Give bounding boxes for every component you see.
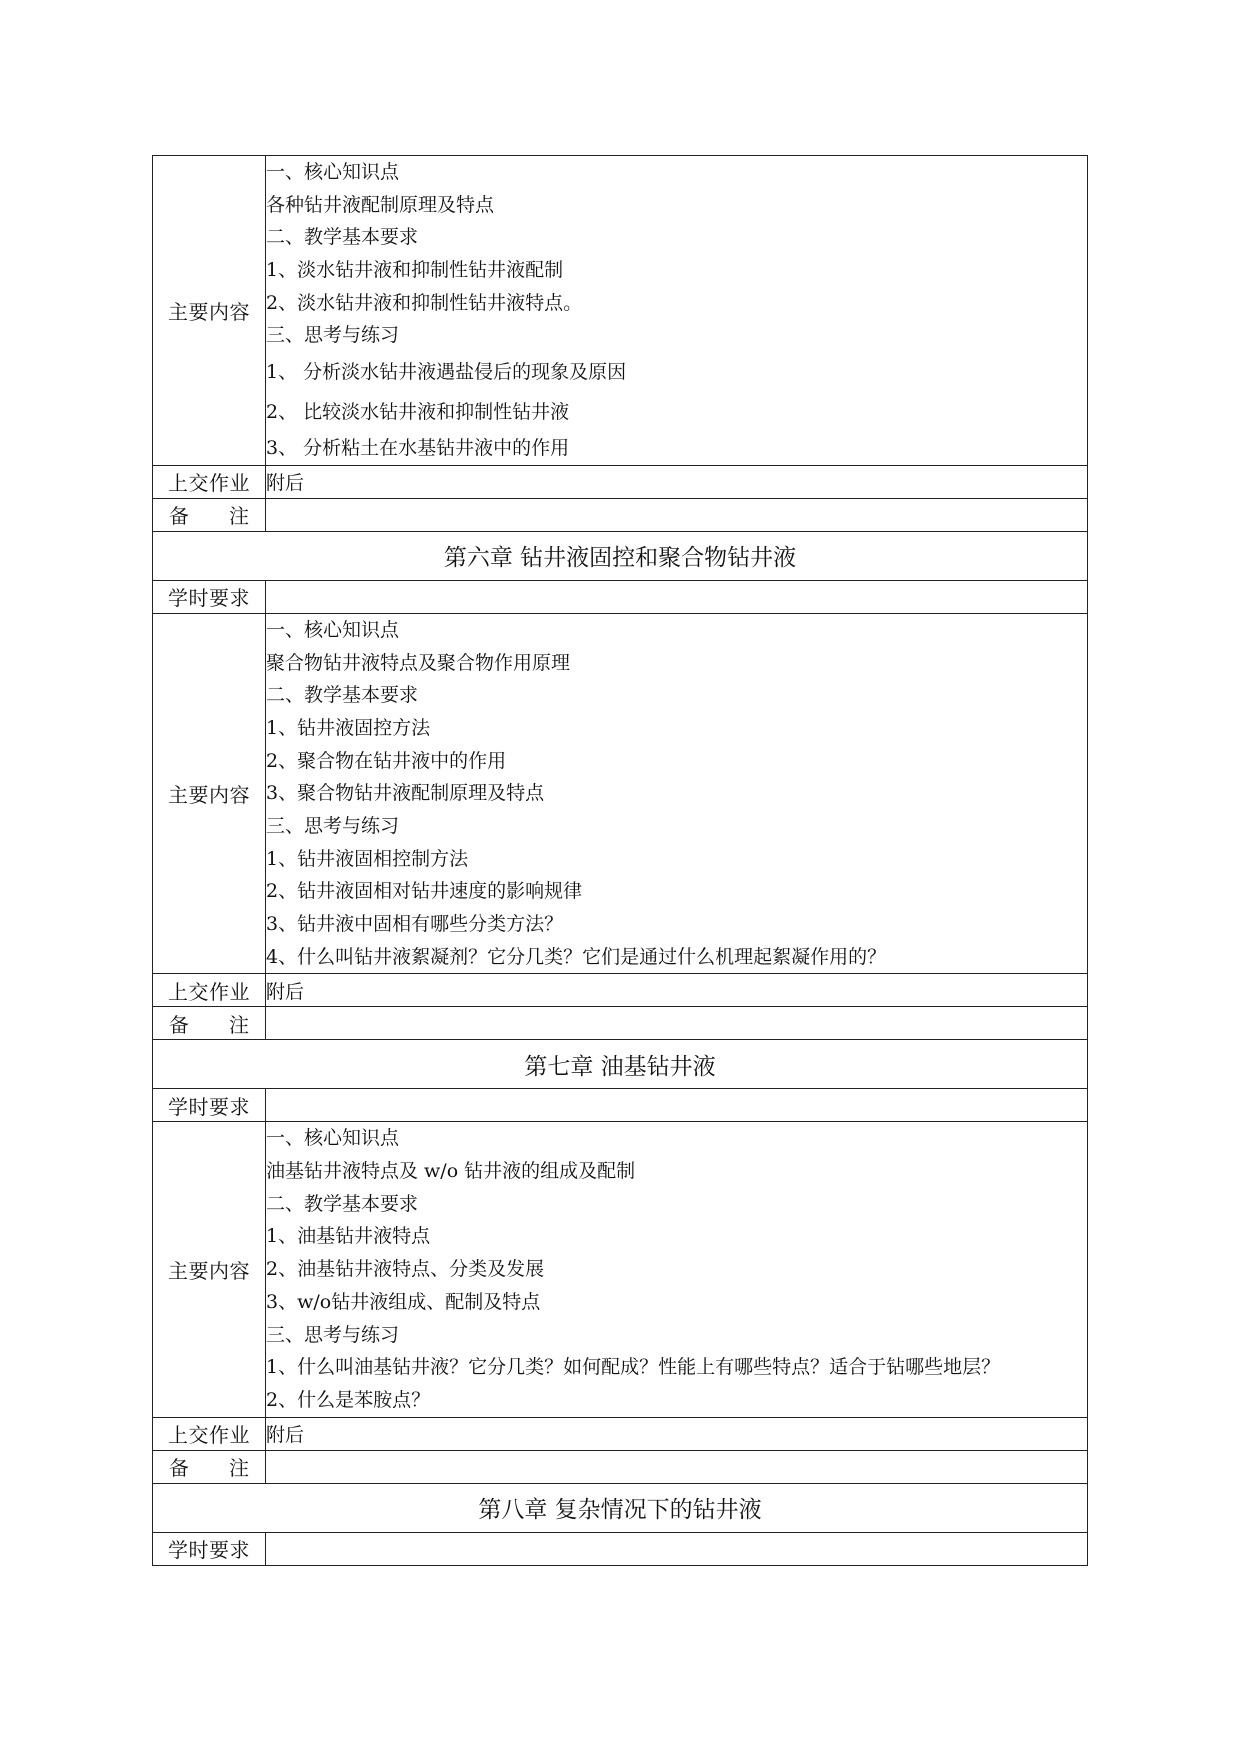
content-line: 一、核心知识点 [266, 161, 400, 183]
chapter8-hours-row [153, 1532, 1088, 1565]
content-line: 一、核心知识点 [266, 1127, 400, 1150]
content-line: 3、 分析粘土在水基钻井液中的作用 [266, 437, 570, 460]
content-line: 三、思考与练习 [266, 814, 400, 837]
content-line: 1、淡水钻井液和抑制性钻井液配制 [266, 259, 564, 282]
main-content-label: 主要内容 [153, 1122, 266, 1417]
content-line: 2、油基钻井液特点、分类及发展 [266, 1258, 545, 1281]
section5-homework-row [153, 465, 1088, 498]
remarks-label [153, 498, 266, 531]
content-line: 1、钻井液固控方法 [266, 716, 431, 739]
content-line: 二、教学基本要求 [266, 1192, 419, 1215]
homework-label: 上交作业 [153, 1417, 266, 1450]
chapter6-title-row [153, 531, 1088, 580]
content-line: 1、 分析淡水钻井液遇盐侵后的现象及原因 [266, 361, 627, 384]
chapter7-hours [266, 1089, 1088, 1122]
hours-label: 学时要求 [153, 580, 266, 613]
chapter6-remarks-row [153, 1007, 1088, 1040]
remarks-label-b: 注 [229, 504, 249, 529]
chapter7-content [266, 1122, 1088, 1417]
content-line: 一、核心知识点 [266, 618, 400, 641]
chapter8-hours [266, 1532, 1088, 1565]
section5-homework: 附后 [266, 465, 1088, 498]
section5-content [266, 156, 1088, 466]
chapter6-hours-row [153, 580, 1088, 613]
homework-label: 上交作业 [153, 974, 266, 1007]
chapter7-title: 第七章 油基钻井液 [153, 1040, 1088, 1089]
main-content-label: 主要内容 [153, 613, 266, 974]
chapter6-content [266, 613, 1088, 974]
chapter6-homework-row [153, 974, 1088, 1007]
content-line: 2、什么是苯胺点？ [266, 1388, 431, 1411]
content-line: 2、 比较淡水钻井液和抑制性钻井液 [266, 401, 570, 424]
content-line: 三、思考与练习 [266, 1323, 400, 1346]
content-line: 1、钻井液固相控制方法 [266, 847, 469, 870]
content-line: 3、钻井液中固相有哪些分类方法？ [266, 913, 564, 935]
remarks-label [153, 1007, 266, 1040]
hours-label: 学时要求 [153, 1089, 266, 1122]
main-content-label: 主要内容 [153, 156, 266, 466]
content-line: 聚合物钻井液特点及聚合物作用原理 [266, 651, 571, 674]
content-line: 各种钻井液配制原理及特点 [266, 193, 495, 216]
content-line: 2、淡水钻井液和抑制性钻井液特点。 [266, 291, 583, 314]
remarks-label-b: 注 [229, 1012, 249, 1037]
chapter7-hours-row [153, 1089, 1088, 1122]
chapter7-remarks [266, 1450, 1088, 1483]
section5-content-row [153, 156, 1088, 466]
chapter7-title-row [153, 1040, 1088, 1089]
remarks-label-a: 备 [169, 504, 189, 529]
remarks-label-b: 注 [229, 1456, 249, 1481]
section5-remarks [266, 498, 1088, 531]
section5-remarks-row [153, 498, 1088, 531]
content-line: 二、教学基本要求 [266, 684, 419, 707]
chapter6-hours [266, 580, 1088, 613]
chapter6-homework: 附后 [266, 974, 1088, 1007]
content-line: 2、聚合物在钻井液中的作用 [266, 749, 507, 772]
homework-label: 上交作业 [153, 465, 266, 498]
content-line: 3、w/o钻井液组成、配制及特点 [266, 1290, 541, 1313]
chapter6-content-row [153, 613, 1088, 974]
chapter7-remarks-row [153, 1450, 1088, 1483]
hours-label: 学时要求 [153, 1532, 266, 1565]
content-line: 4、什么叫钻井液絮凝剂？它分几类？它们是通过什么机理起絮凝作用的？ [266, 945, 887, 968]
content-line: 三、思考与练习 [266, 324, 400, 347]
chapter6-remarks [266, 1007, 1088, 1040]
remarks-label-a: 备 [169, 1456, 189, 1481]
syllabus-table [152, 155, 1088, 1566]
content-line: 油基钻井液特点及 w/o 钻井液的组成及配制 [266, 1160, 636, 1183]
chapter7-homework: 附后 [266, 1417, 1088, 1450]
content-line: 2、钻井液固相对钻井速度的影响规律 [266, 880, 583, 903]
chapter8-title-row [153, 1483, 1088, 1532]
chapter8-title: 第八章 复杂情况下的钻井液 [153, 1483, 1088, 1532]
remarks-label [153, 1450, 266, 1483]
content-line: 3、聚合物钻井液配制原理及特点 [266, 782, 545, 805]
content-line: 二、教学基本要求 [266, 226, 419, 249]
remarks-label-a: 备 [169, 1012, 189, 1037]
content-line: 1、油基钻井液特点 [266, 1225, 431, 1248]
chapter6-title: 第六章 钻井液固控和聚合物钻井液 [153, 531, 1088, 580]
chapter7-homework-row [153, 1417, 1088, 1450]
content-line: 1、什么叫油基钻井液？它分几类？如何配成？性能上有哪些特点？适合于钻哪些地层？ [266, 1356, 1001, 1379]
chapter7-content-row [153, 1122, 1088, 1417]
